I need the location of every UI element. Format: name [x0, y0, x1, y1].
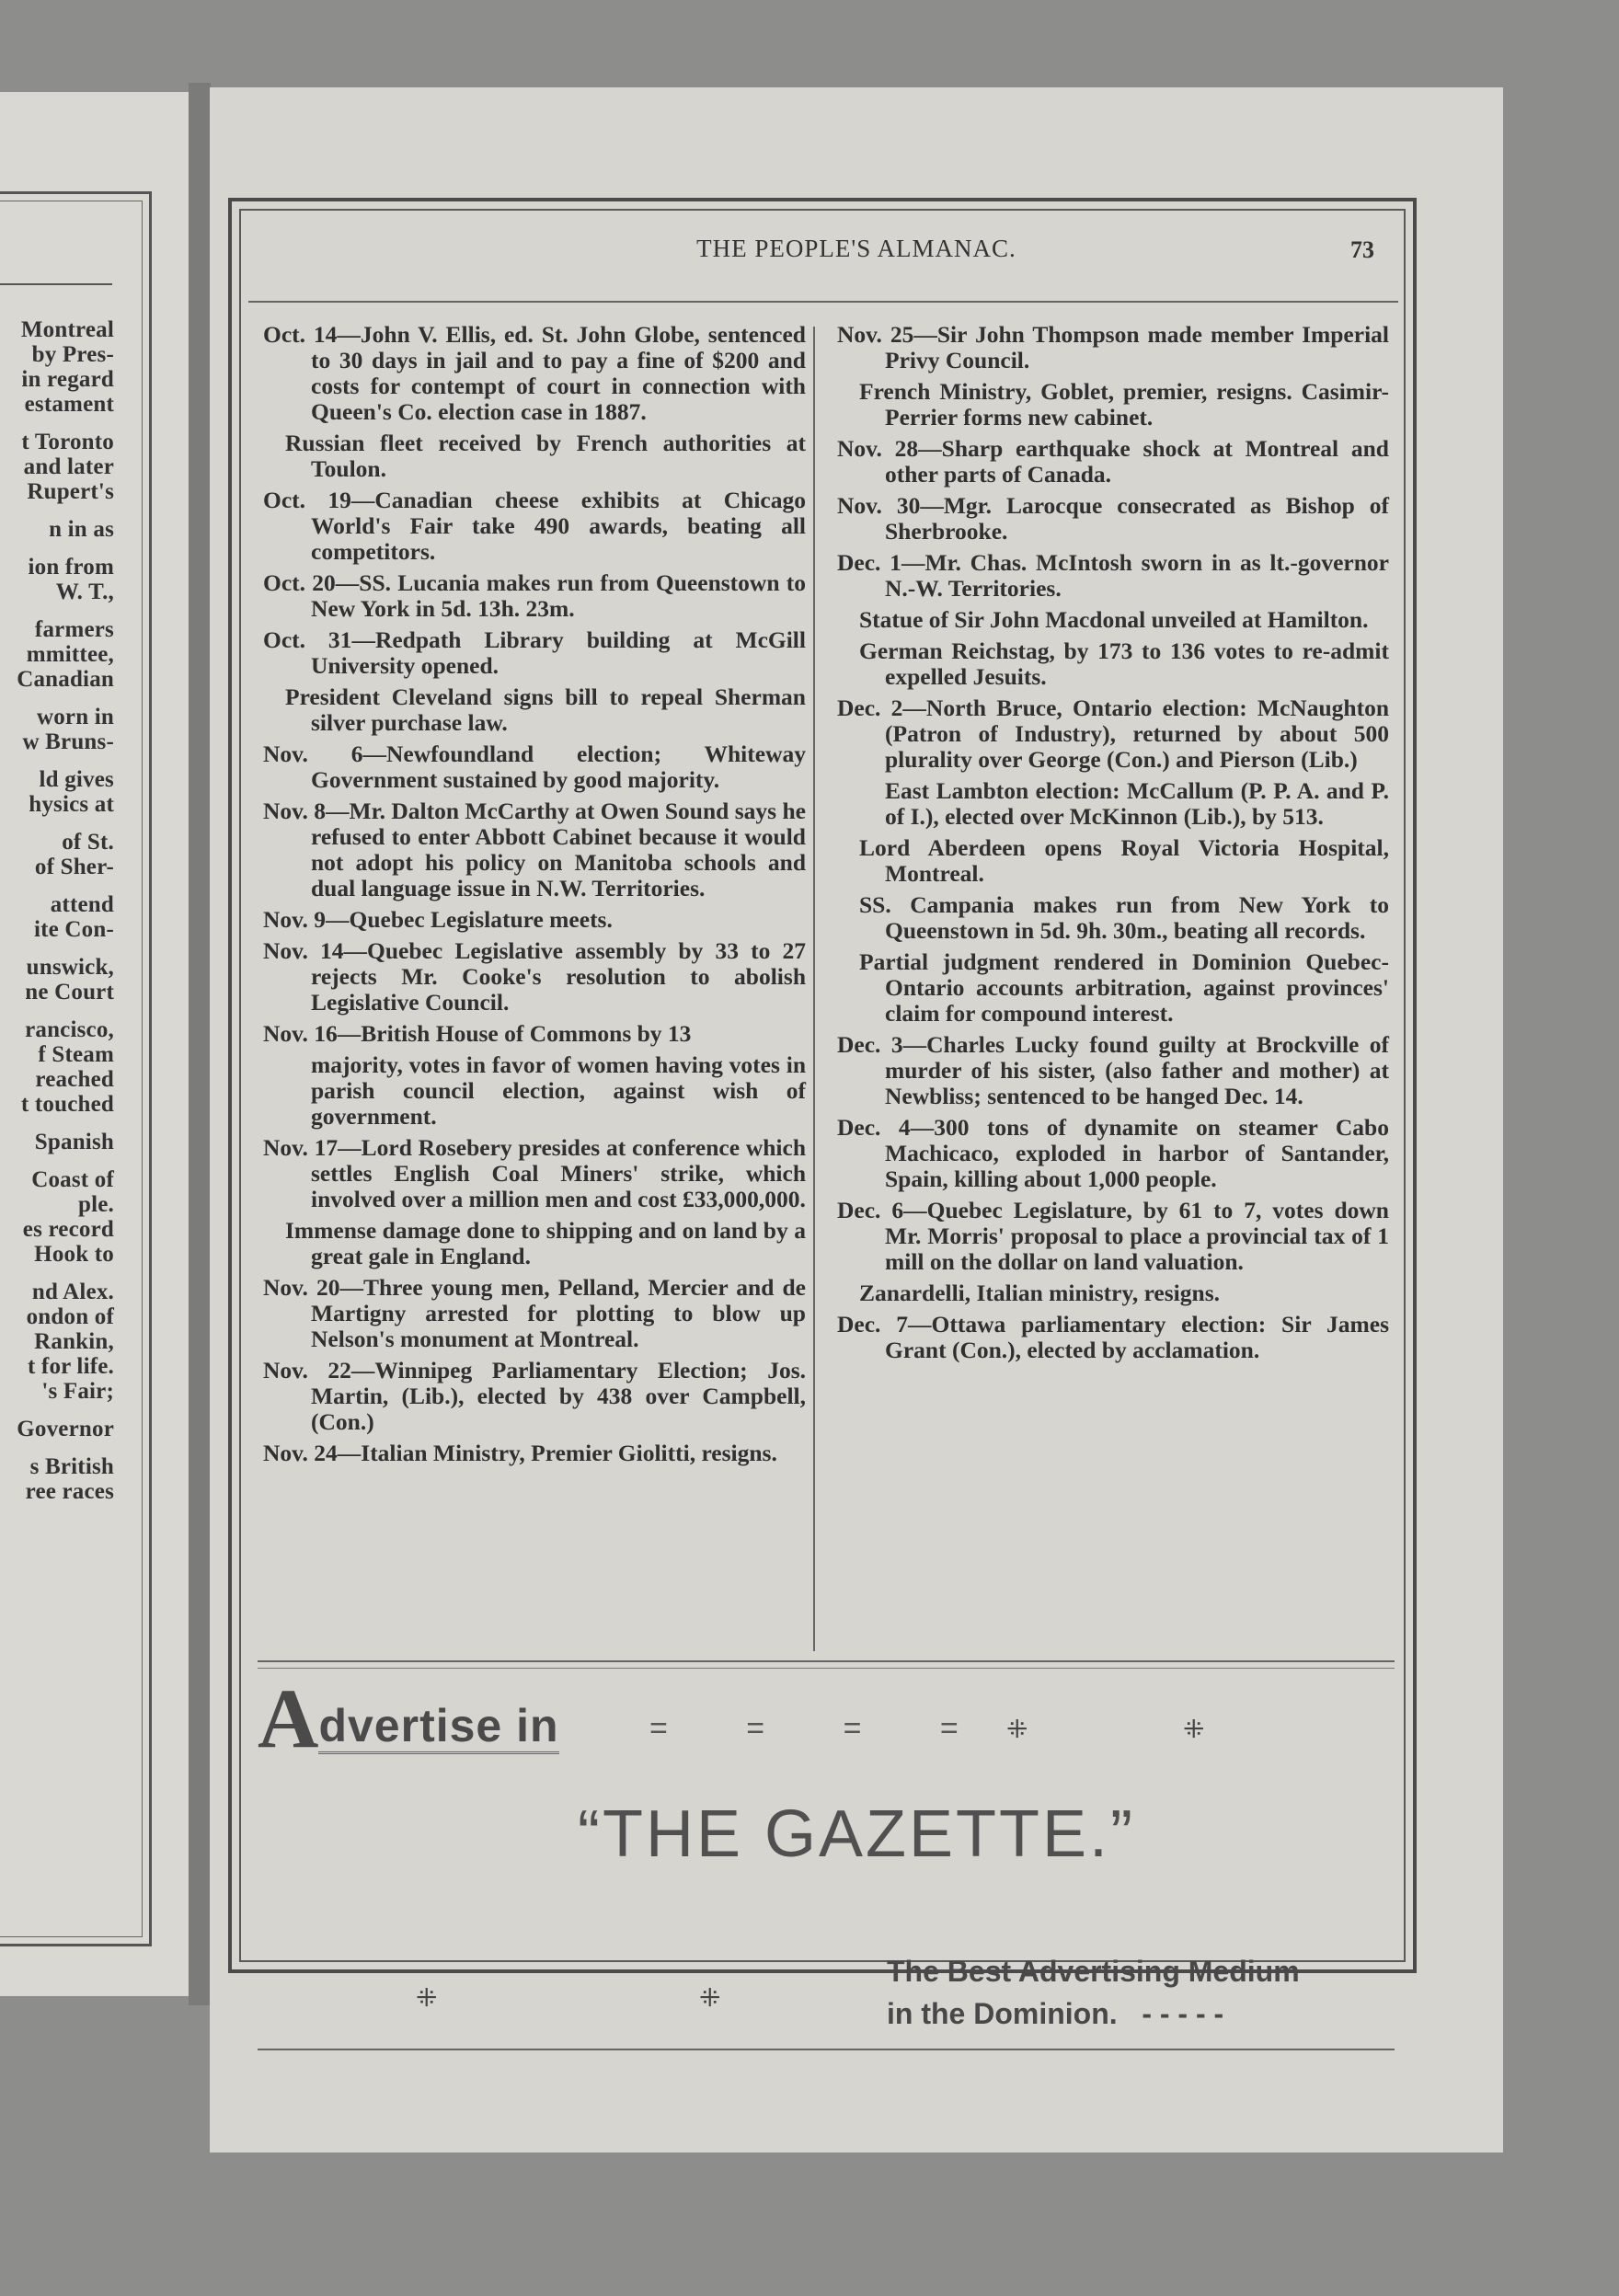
entry-date: Nov. 8	[263, 798, 327, 824]
facing-page-line: estament	[24, 392, 114, 417]
entry-text: —Canadian cheese exhibits at Chicago World's Fair take 490 awards, beating all competitors.	[311, 487, 806, 565]
facing-page-line: W. T.,	[55, 580, 114, 604]
entry-text: German Reichstag, by 173 to 136 votes to re-admit expelled Jesuits.	[859, 637, 1389, 690]
facing-page-line: Canadian	[17, 667, 114, 692]
entry-date: Dec. 6	[837, 1197, 904, 1223]
chronology-entry	[263, 1135, 806, 1212]
advert-publication-name: “THE GAZETTE.”	[578, 1797, 1135, 1871]
advert-headline	[258, 1670, 559, 1767]
facing-page-line: ne Court	[25, 980, 114, 1004]
chronology-entry	[837, 607, 1389, 633]
chronology-entry	[837, 493, 1389, 545]
entry-text: majority, votes in favor of women having votes in parish council election, against wish of government.	[311, 1051, 806, 1130]
facing-page-line: ondon of	[26, 1304, 114, 1329]
facing-page-line: of St.	[62, 830, 114, 855]
facing-page-line: in regard	[21, 367, 114, 392]
facing-page-line: nd Alex.	[31, 1280, 114, 1304]
entry-date: Nov. 30	[837, 492, 921, 519]
chronology-entry	[263, 798, 806, 901]
chronology-entry	[837, 695, 1389, 773]
chronology-entry	[837, 949, 1389, 1027]
facing-page-line: s British	[29, 1454, 114, 1479]
chronology-entry	[837, 436, 1389, 488]
facing-page-line: ld gives	[39, 767, 114, 792]
entry-text: —Italian Ministry, Premier Giolitti, resigns.	[337, 1440, 777, 1466]
facing-page-line: 's Fair;	[41, 1379, 114, 1404]
advert-bottom-rule	[258, 2049, 1395, 2050]
ornament-icon: ⁜	[416, 1982, 438, 2013]
almanac-page	[210, 87, 1503, 2152]
entry-text: —Lord Rosebery presides at conference which settles English Coal Miners' strike, which involved over a million men and cost £33,000,000.	[311, 1134, 806, 1212]
facing-page-line: ite Con-	[33, 917, 114, 942]
facing-page-line: es record	[22, 1217, 114, 1242]
chronology-entry	[837, 550, 1389, 602]
facing-page-line: Rupert's	[27, 479, 114, 504]
column-divider	[813, 327, 815, 1651]
entry-text: Russian fleet received by French authorities at Toulon.	[285, 430, 806, 482]
facing-page-line: attend	[50, 892, 114, 917]
entry-text: —Quebec Legislative assembly by 33 to 27 rejects Mr. Cooke's resolution to abolish Legislative Council.	[311, 937, 806, 1016]
entry-text: —Sharp earthquake shock at Montreal and other parts of Canada.	[885, 435, 1389, 488]
entry-text: —Mr. Dalton McCarthy at Owen Sound says he refused to enter Abbott Cabinet because it would not adopt his policy on Manitoba schools and dual language issue in N.W. Territories.	[311, 798, 806, 901]
entry-date: Nov. 6	[263, 740, 363, 767]
entry-date: Oct. 14	[263, 321, 338, 348]
chronology-entry	[837, 638, 1389, 690]
chronology-column-right	[837, 322, 1389, 1369]
running-head: THE PEOPLE'S ALMANAC.	[696, 235, 1016, 262]
entry-text: —Sir John Thompson made member Imperial Privy Council.	[885, 321, 1389, 373]
entry-text: —Mgr. Larocque consecrated as Bishop of Sherbrooke.	[885, 492, 1389, 545]
chronology-entry	[263, 1275, 806, 1352]
entry-text: Partial judgment rendered in Dominion Quebec-Ontario accounts arbitration, against provinces' claim for compound interest.	[859, 948, 1389, 1027]
chronology-entry	[263, 627, 806, 679]
entry-text: French Ministry, Goblet, premier, resigns. Casimir-Perrier forms new cabinet.	[859, 378, 1389, 430]
advert-tagline-line2-wrap	[887, 1992, 1402, 2035]
chronology-entry	[263, 1218, 806, 1269]
ornament-icon: ⁜	[1006, 1714, 1028, 1744]
chronology-entry	[263, 1052, 806, 1130]
facing-page	[0, 92, 189, 1996]
entry-text: Zanardelli, Italian ministry, resigns.	[859, 1280, 1220, 1306]
entry-text: —Ottawa parliamentary election: Sir James Grant (Con.), elected by acclamation.	[885, 1311, 1389, 1363]
chronology-entry	[837, 835, 1389, 887]
facing-page-line: Spanish	[34, 1130, 114, 1154]
entry-date: Dec. 7	[837, 1311, 909, 1337]
chronology-entry	[837, 322, 1389, 373]
entry-text: East Lambton election: McCallum (P. P. A. and P. of I.), elected over McKinnon (Lib.), by 513.	[885, 777, 1389, 830]
entry-text: Immense damage done to shipping and on land by a great gale in England.	[285, 1217, 806, 1269]
entry-text: —Mr. Chas. McIntosh sworn in as lt.-governor N.-W. Territories.	[885, 549, 1389, 602]
entry-text: —Quebec Legislature, by 61 to 7, votes down Mr. Morris' proposal to place a provincial tax of 1 mill on the dollar on land valuation.	[885, 1197, 1389, 1275]
advert-top-rule	[258, 1660, 1395, 1662]
facing-page-line: t for life.	[27, 1354, 114, 1379]
ornament-icon: ⁜	[699, 1982, 721, 2013]
entry-text: —Quebec Legislature meets.	[326, 906, 613, 933]
facing-page-line: Coast of	[31, 1167, 114, 1192]
advert-top-rule-thin	[258, 1668, 1395, 1669]
chronology-entry	[263, 322, 806, 425]
entry-text: —SS. Lucania makes run from Queenstown to New York in 5d. 13h. 23m.	[311, 569, 806, 622]
facing-page-line: and later	[23, 454, 114, 479]
chronology-entry	[263, 938, 806, 1016]
advert-headline-text: dvertise in	[318, 1700, 558, 1754]
chronology-entry	[837, 1198, 1389, 1275]
facing-page-line: t Toronto	[21, 430, 114, 454]
facing-page-line: t touched	[20, 1092, 114, 1117]
entry-date: Oct. 19	[263, 487, 351, 513]
chronology-entry	[837, 1115, 1389, 1192]
entry-text: President Cleveland signs bill to repeal Sherman silver purchase law.	[285, 683, 806, 736]
entry-text: —North Bruce, Ontario election: McNaughton (Patron of Industry), returned by about 500 plurality over George (Con.) and Pierson (Lib.)	[885, 695, 1389, 773]
entry-date: Nov. 9	[263, 906, 327, 933]
facing-page-line: ple.	[78, 1192, 114, 1217]
entry-date: Nov. 17	[263, 1134, 339, 1161]
entry-date: Nov. 28	[837, 435, 919, 462]
chronology-entry	[263, 570, 806, 622]
chronology-entry	[837, 1032, 1389, 1109]
entry-text: —John V. Ellis, ed. St. John Globe, sentenced to 30 days in jail and to pay a fine of $200 and costs for contempt of court in connection with Queen's Co. election case in 1887.	[311, 321, 806, 425]
entry-text: SS. Campania makes run from New York to Queenstown in 5d. 9h. 30m., beating all records.	[859, 891, 1389, 944]
entry-date: Oct. 20	[263, 569, 336, 596]
facing-page-line: rancisco,	[25, 1017, 114, 1042]
facing-page-line: Governor	[17, 1417, 114, 1441]
chronology-entry	[263, 907, 806, 933]
header-rule	[248, 301, 1398, 303]
entry-text: —Three young men, Pelland, Mercier and de Martigny arrested for plotting to blow up Nelson's monument at Montreal.	[311, 1274, 806, 1352]
ornament-icon: ⁜	[1183, 1714, 1205, 1744]
entry-date: Oct. 31	[263, 626, 352, 653]
book-gutter	[189, 83, 211, 2005]
facing-page-line: Hook to	[34, 1242, 114, 1267]
advert-tagline-dashes: - - - - -	[1142, 1997, 1224, 2030]
entry-date: Nov. 24	[263, 1440, 338, 1466]
facing-page-line: worn in	[36, 705, 114, 729]
advert-dashes: = = = =	[649, 1711, 993, 1746]
chronology-entry	[263, 488, 806, 565]
entry-date: Dec. 4	[837, 1114, 911, 1141]
entry-text: Statue of Sir John Macdonal unveiled at Hamilton.	[859, 606, 1369, 633]
chronology-column-left	[263, 322, 806, 1472]
chronology-entry	[837, 379, 1389, 430]
facing-page-line: reached	[35, 1067, 114, 1092]
chronology-entry	[263, 430, 806, 482]
advert-headline-initial: A	[258, 1671, 319, 1765]
entry-date: Nov. 14	[263, 937, 344, 964]
facing-page-line: farmers	[34, 617, 114, 642]
entry-date: Nov. 20	[263, 1274, 340, 1301]
entry-text: —Winnipeg Parliamentary Election; Jos. Martin, (Lib.), elected by 438 over Campbell, (Con.)	[311, 1357, 806, 1435]
chronology-entry	[263, 1358, 806, 1435]
chronology-entry	[837, 1312, 1389, 1363]
entry-text: Lord Aberdeen opens Royal Victoria Hospital, Montreal.	[859, 834, 1389, 887]
facing-page-line: Rankin,	[34, 1329, 114, 1354]
entry-text: —300 tons of dynamite on steamer Cabo Machicaco, exploded in harbor of Santander, Spain, killing about 1,000 people.	[885, 1114, 1389, 1192]
facing-page-line: n in as	[49, 517, 114, 542]
chronology-entry	[263, 684, 806, 736]
facing-page-line: Montreal	[20, 317, 114, 342]
facing-page-line: w Bruns-	[22, 729, 114, 754]
facing-page-line: mmittee,	[26, 642, 114, 667]
advert-tagline-line1: The Best Advertising Medium	[887, 1955, 1300, 1988]
facing-page-line: unswick,	[26, 955, 114, 980]
chronology-entry	[837, 778, 1389, 830]
facing-page-line: ree races	[25, 1479, 114, 1504]
advert-tagline	[887, 1950, 1402, 2035]
chronology-entry	[263, 741, 806, 793]
facing-page-line: f Steam	[38, 1042, 114, 1067]
entry-text: —Newfoundland election; Whiteway Government sustained by good majority.	[311, 740, 806, 793]
page-number: 73	[1350, 236, 1374, 263]
entry-text: —Charles Lucky found guilty at Brockville of murder of his sister, (also father and mother) at Newbliss; sentenced to be hanged Dec. 14.	[885, 1031, 1390, 1109]
entry-text: —British House of Commons by 13	[337, 1020, 692, 1047]
entry-date: Nov. 22	[263, 1357, 351, 1383]
entry-date: Nov. 25	[837, 321, 914, 348]
facing-page-line: hysics at	[29, 792, 114, 817]
facing-page-line: by Pres-	[31, 342, 114, 367]
facing-page-line: ion from	[28, 555, 114, 580]
entry-date: Dec. 2	[837, 695, 903, 721]
entry-date: Dec. 1	[837, 549, 901, 576]
advert-tagline-line2: in the Dominion.	[887, 1997, 1118, 2030]
chronology-entry	[837, 892, 1389, 944]
entry-date: Nov. 16	[263, 1020, 338, 1047]
facing-page-head-rule	[0, 283, 112, 285]
entry-text: —Redpath Library building at McGill University opened.	[311, 626, 806, 679]
chronology-entry	[263, 1441, 806, 1466]
chronology-entry	[263, 1021, 806, 1047]
entry-date: Dec. 3	[837, 1031, 903, 1058]
facing-page-line: of Sher-	[34, 855, 114, 879]
chronology-entry	[837, 1280, 1389, 1306]
